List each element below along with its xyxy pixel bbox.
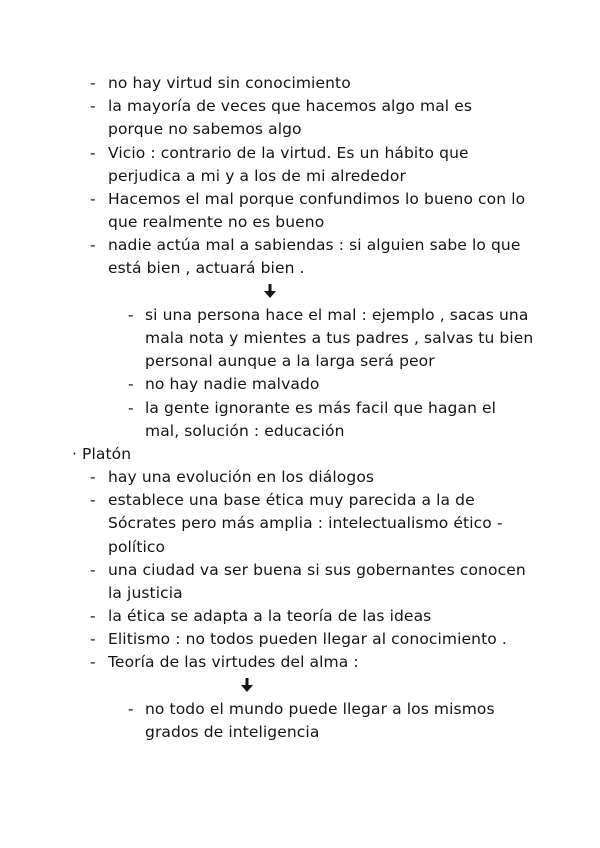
note-line: porque no sabemos algo: [108, 120, 302, 138]
bullet-dash: -: [90, 468, 96, 486]
note-line: hay una evolución en los diálogos: [108, 468, 375, 486]
note-line: Sócrates pero más amplia : intelectualismo ético -: [108, 514, 503, 532]
note-line: la mayoría de veces que hacemos algo mal es: [108, 97, 473, 115]
note-line: mala nota y mientes a tus padres , salvas tu bien: [145, 329, 534, 347]
note-line: mal, solución : educación: [145, 422, 345, 440]
bullet-dash: -: [90, 630, 96, 648]
bullet-dash: -: [128, 306, 134, 324]
note-line: Teoría de las virtudes del alma :: [108, 653, 359, 671]
down-arrow-icon: [264, 284, 276, 298]
note-line: político: [108, 538, 166, 556]
note-line: la gente ignorante es más facil que hagan el: [145, 399, 497, 417]
note-line: establece una base ética muy parecida a la de: [108, 491, 475, 509]
bullet-dash: -: [90, 97, 96, 115]
note-line: no hay virtud sin conocimiento: [108, 74, 351, 92]
section-heading: · Platón: [72, 445, 132, 463]
note-line: grados de inteligencia: [145, 723, 320, 741]
note-line: perjudica a mi y a los de mi alrededor: [108, 167, 406, 185]
down-arrow-icon: [241, 678, 253, 692]
bullet-dash: -: [90, 607, 96, 625]
note-line: si una persona hace el mal : ejemplo , sacas una: [145, 306, 529, 324]
bullet-dash: -: [128, 700, 134, 718]
note-line: Elitismo : no todos pueden llegar al conocimiento .: [108, 630, 507, 648]
bullet-dash: -: [128, 399, 134, 417]
note-line: una ciudad va ser buena si sus gobernantes conocen: [108, 561, 526, 579]
note-line: la ética se adapta a la teoría de las ideas: [108, 607, 432, 625]
bullet-dash: -: [90, 236, 96, 254]
note-line: Vicio : contrario de la virtud. Es un hábito que: [108, 144, 469, 162]
note-line: Hacemos el mal porque confundimos lo bueno con lo: [108, 190, 526, 208]
bullet-dash: -: [90, 491, 96, 509]
note-line: que realmente no es bueno: [108, 213, 325, 231]
bullet-dash: -: [90, 190, 96, 208]
bullet-dash: -: [90, 144, 96, 162]
note-line: no todo el mundo puede llegar a los mismos: [145, 700, 495, 718]
note-line: la justicia: [108, 584, 183, 602]
bullet-dash: -: [90, 74, 96, 92]
note-line: personal aunque a la larga será peor: [145, 352, 435, 370]
note-line: nadie actúa mal a sabiendas : si alguien sabe lo que: [108, 236, 521, 254]
bullet-dash: -: [90, 561, 96, 579]
bullet-dash: -: [128, 375, 134, 393]
note-line: está bien , actuará bien .: [108, 259, 305, 277]
bullet-dash: -: [90, 653, 96, 671]
note-line: no hay nadie malvado: [145, 375, 320, 393]
